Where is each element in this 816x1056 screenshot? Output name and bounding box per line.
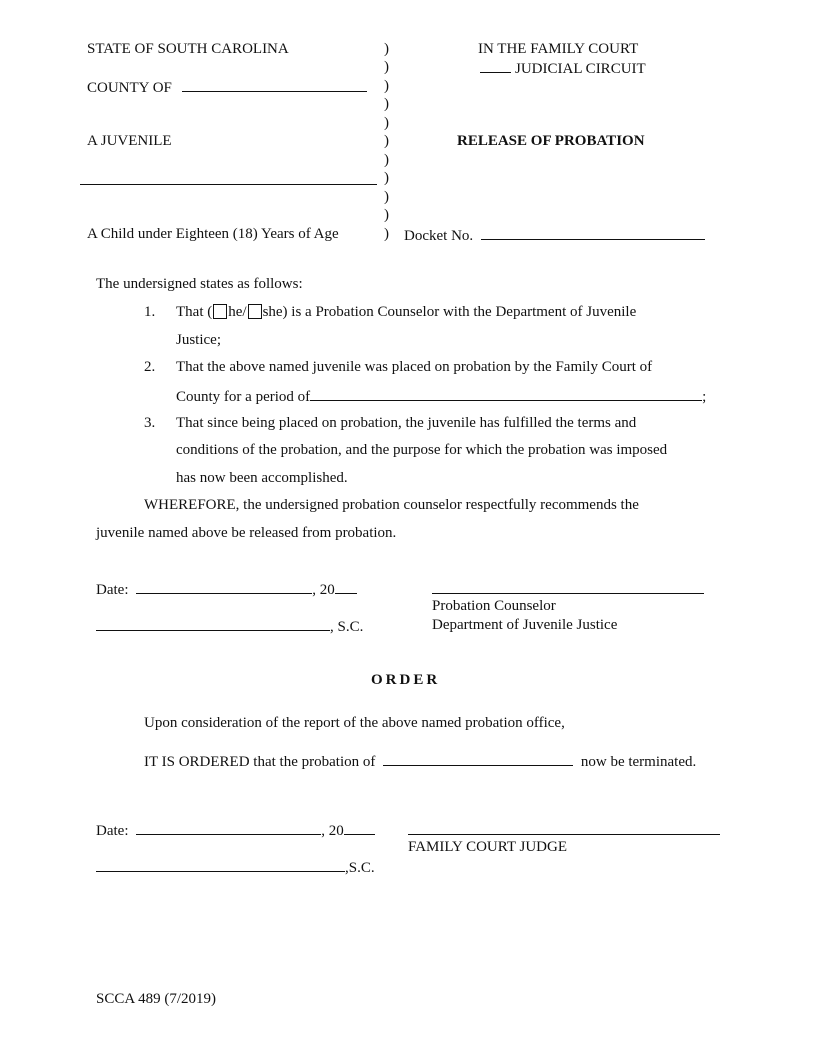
order-line-1: Upon consideration of the report of the above named probation office, xyxy=(144,715,565,731)
he-label: he/ xyxy=(228,304,247,320)
county-label-text: COUNTY OF xyxy=(87,80,172,96)
paren: ) xyxy=(384,170,389,186)
item-number: 3. xyxy=(144,415,156,431)
year-prefix: , 20 xyxy=(312,582,335,598)
judge-date-field[interactable] xyxy=(136,820,321,835)
county-label xyxy=(87,77,367,97)
judge-title: FAMILY COURT JUDGE xyxy=(408,839,567,855)
juvenile-name-line[interactable] xyxy=(80,170,377,190)
judge-year-field[interactable] xyxy=(344,820,375,835)
order-title: ORDER xyxy=(371,672,441,688)
order-suffix: now be terminated. xyxy=(580,754,697,770)
counselor-department: Department of Juvenile Justice xyxy=(432,617,618,633)
juvenile-label: A JUVENILE xyxy=(87,133,172,149)
item-1-line-1 xyxy=(176,303,636,321)
paren: ) xyxy=(384,133,389,149)
counselor-date-field[interactable] xyxy=(136,579,312,594)
she-label: she) is a Probation Counselor with the Department of Juvenile xyxy=(262,304,637,320)
item-number: 1. xyxy=(144,304,156,320)
paren: ) xyxy=(384,78,389,94)
form-title: RELEASE OF PROBATION xyxy=(457,133,645,149)
item-2-prefix: County for a period of xyxy=(176,389,311,405)
date-label: Date: xyxy=(96,582,129,598)
sc-suffix: ,S.C. xyxy=(345,860,375,876)
counselor-location-line xyxy=(96,616,363,636)
wherefore-line-2: juvenile named above be released from probation. xyxy=(96,525,397,541)
item-3-line-3: has now been accomplished. xyxy=(176,470,348,486)
docket-label: Docket No. xyxy=(404,228,474,244)
order-prefix: IT IS ORDERED that the probation of xyxy=(144,754,376,770)
item-2-line-2 xyxy=(176,386,706,406)
sc-suffix: , S.C. xyxy=(330,619,364,635)
intro-text: The undersigned states as follows: xyxy=(96,276,303,292)
probation-period-field[interactable] xyxy=(310,386,702,401)
item-2-suffix: ; xyxy=(702,389,707,405)
juvenile-name-field[interactable] xyxy=(80,170,377,185)
paren: ) xyxy=(384,152,389,168)
she-checkbox[interactable] xyxy=(248,304,262,319)
court-name: IN THE FAMILY COURT xyxy=(478,41,639,57)
item-2-line-1: That the above named juvenile was placed on probation by the Family Court of xyxy=(176,359,653,375)
paren: ) xyxy=(384,115,389,131)
docket-number-field[interactable] xyxy=(481,225,705,240)
item-3-line-2: conditions of the probation, and the purpose for which the probation was imposed xyxy=(176,442,668,458)
paren: ) xyxy=(384,59,389,75)
judge-date-line xyxy=(96,820,375,840)
paren: ) xyxy=(384,207,389,223)
counselor-year-field[interactable] xyxy=(335,579,357,594)
paren: ) xyxy=(384,96,389,112)
item-number: 2. xyxy=(144,359,156,375)
judge-signature-line[interactable] xyxy=(408,820,720,840)
counselor-date-line xyxy=(96,579,357,599)
item-1-part-a: That ( xyxy=(176,304,213,320)
county-field[interactable] xyxy=(182,77,367,92)
item-1-line-2: Justice; xyxy=(176,332,221,348)
paren: ) xyxy=(384,226,389,242)
counselor-title: Probation Counselor xyxy=(432,598,556,614)
order-line-2 xyxy=(144,751,696,771)
circuit-line xyxy=(480,58,646,78)
judge-signature-field[interactable] xyxy=(408,820,720,835)
paren: ) xyxy=(384,41,389,57)
paren: ) xyxy=(384,189,389,205)
counselor-signature-field[interactable] xyxy=(432,579,704,594)
docket-line xyxy=(404,225,705,245)
he-checkbox[interactable] xyxy=(213,304,227,319)
wherefore-line-1: WHEREFORE, the undersigned probation counselor respectfully recommends the xyxy=(144,497,639,513)
juvenile-order-name-field[interactable] xyxy=(383,751,573,766)
counselor-location-field[interactable] xyxy=(96,616,330,631)
state-label: STATE OF SOUTH CAROLINA xyxy=(87,41,289,57)
form-number: SCCA 489 (7/2019) xyxy=(96,991,217,1007)
counselor-signature-line[interactable] xyxy=(432,579,704,599)
child-age-label: A Child under Eighteen (18) Years of Age xyxy=(87,226,339,242)
judge-location-field[interactable] xyxy=(96,857,345,872)
date-label: Date: xyxy=(96,823,129,839)
circuit-number-field[interactable] xyxy=(480,58,511,73)
year-prefix: , 20 xyxy=(321,823,344,839)
circuit-label: JUDICIAL CIRCUIT xyxy=(515,61,646,77)
judge-location-line xyxy=(96,857,375,877)
item-3-line-1: That since being placed on probation, the juvenile has fulfilled the terms and xyxy=(176,415,637,431)
